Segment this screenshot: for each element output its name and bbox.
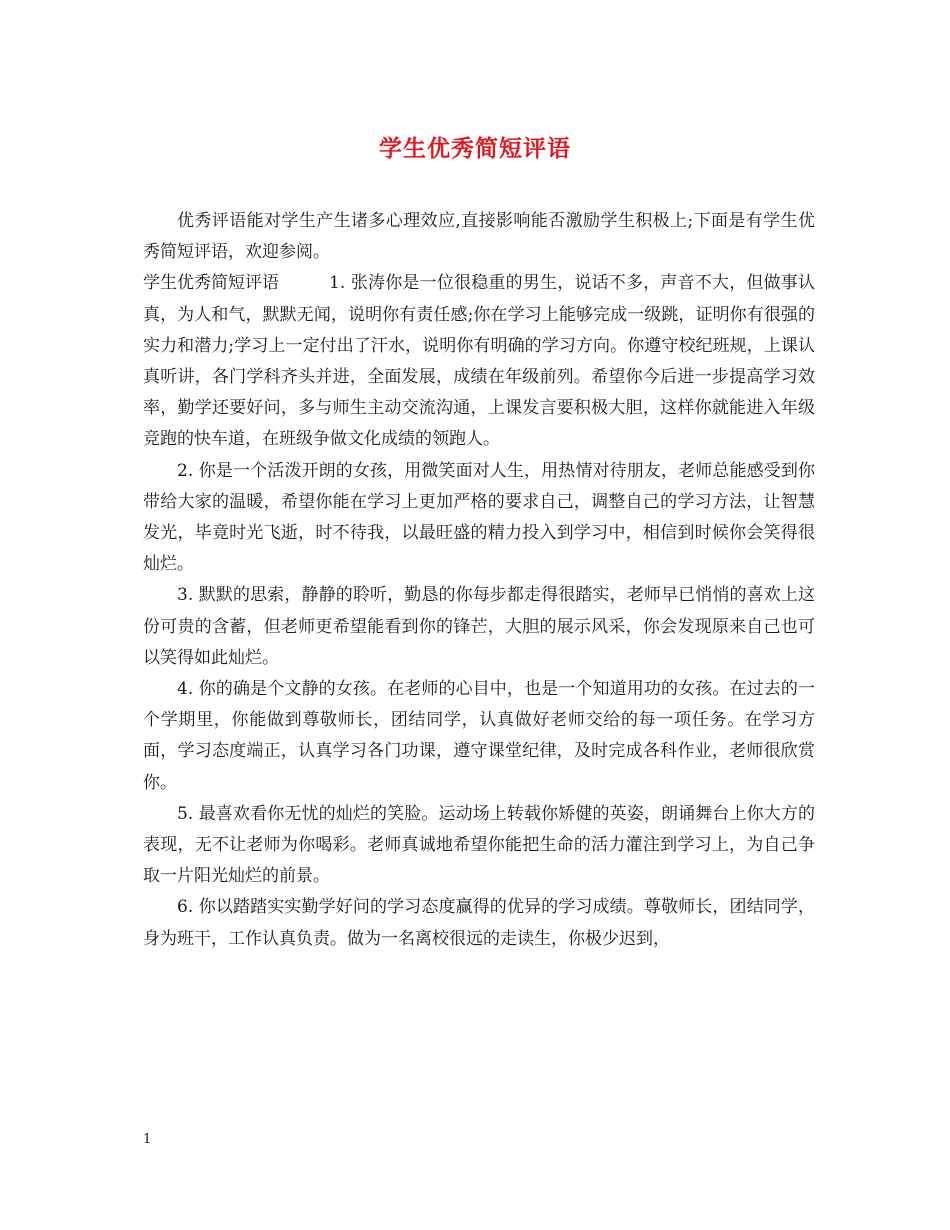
first-item-paragraph (143, 268, 815, 455)
item-6-paragraph: 6. 你以踏踏实实勤学好问的学习态度赢得的优异的学习成绩。尊敬师长，团结同学，身为班干，工作认真负责。做为一名离校很远的走读生，你极少迟到， (143, 897, 815, 949)
item-3-paragraph: 3. 默默的思索，静静的聆听，勤恳的你每步都走得很踏实，老师早已悄悄的喜欢上这份可贵的含蓄，但老师更希望能看到你的锋芒，大胆的展示风采，你会发现原来自己也可以笑得如此灿烂。 (143, 585, 815, 668)
document-body (143, 206, 815, 955)
item-2-paragraph: 2. 你是一个活泼开朗的女孩，用微笑面对人生，用热情对待朋友，老师总能感受到你带给大家的温暖，希望你能在学习上更加严格的要求自己，调整自己的学习方法，让智慧发光，毕竟时光飞逝，时不待我，以最旺盛的精力投入到学习中，相信到时候你会笑得很灿烂。 (143, 460, 815, 575)
item-4-paragraph: 4. 你的确是个文静的女孩。在老师的心目中，也是一个知道用功的女孩。在过去的一个学期里，你能做到尊敬师长，团结同学，认真做好老师交给的每一项任务。在学习方面，学习态度端正，认真学习各门功课，遵守课堂纪律，及时完成各科作业，老师很欣赏你。 (143, 679, 815, 793)
intro-paragraph: 优秀评语能对学生产生诸多心理效应,直接影响能否激励学生积极上;下面是有学生优秀简短评语，欢迎参阅。 (143, 211, 815, 263)
page-number: 1 (143, 1132, 152, 1147)
page-title: 学生优秀简短评语 (379, 135, 571, 162)
item-5-paragraph: 5. 最喜欢看你无忧的灿烂的笑脸。运动场上转载你矫健的英姿，朗诵舞台上你大方的表现，无不让老师为你喝彩。老师真诚地希望你能把生命的活力灌注到学习上，为自己争取一片阳光灿烂的前景。 (143, 803, 815, 887)
item-1-text: 1. 张涛你是一位很稳重的男生，说话不多，声音不大，但做事认真，为人和气，默默无闻，说明你有责任感;你在学习上能够完成一级跳，证明你有很强的实力和潜力;学习上一定付出了汗水，说明你有明确的学习方向。你遵守校纪班规，上课认真听讲，各门学科齐头并进，全面发展，成绩在年级前列。希望你今后进一步提高学习效率，勤学还要好问，多与师生主动交流沟通，上课发言要积极大胆，这样你就能进入年级竞跑的快车道，在班级争做文化成绩的领跑人。 (143, 273, 815, 450)
subheading: 学生优秀简短评语 (143, 273, 279, 294)
